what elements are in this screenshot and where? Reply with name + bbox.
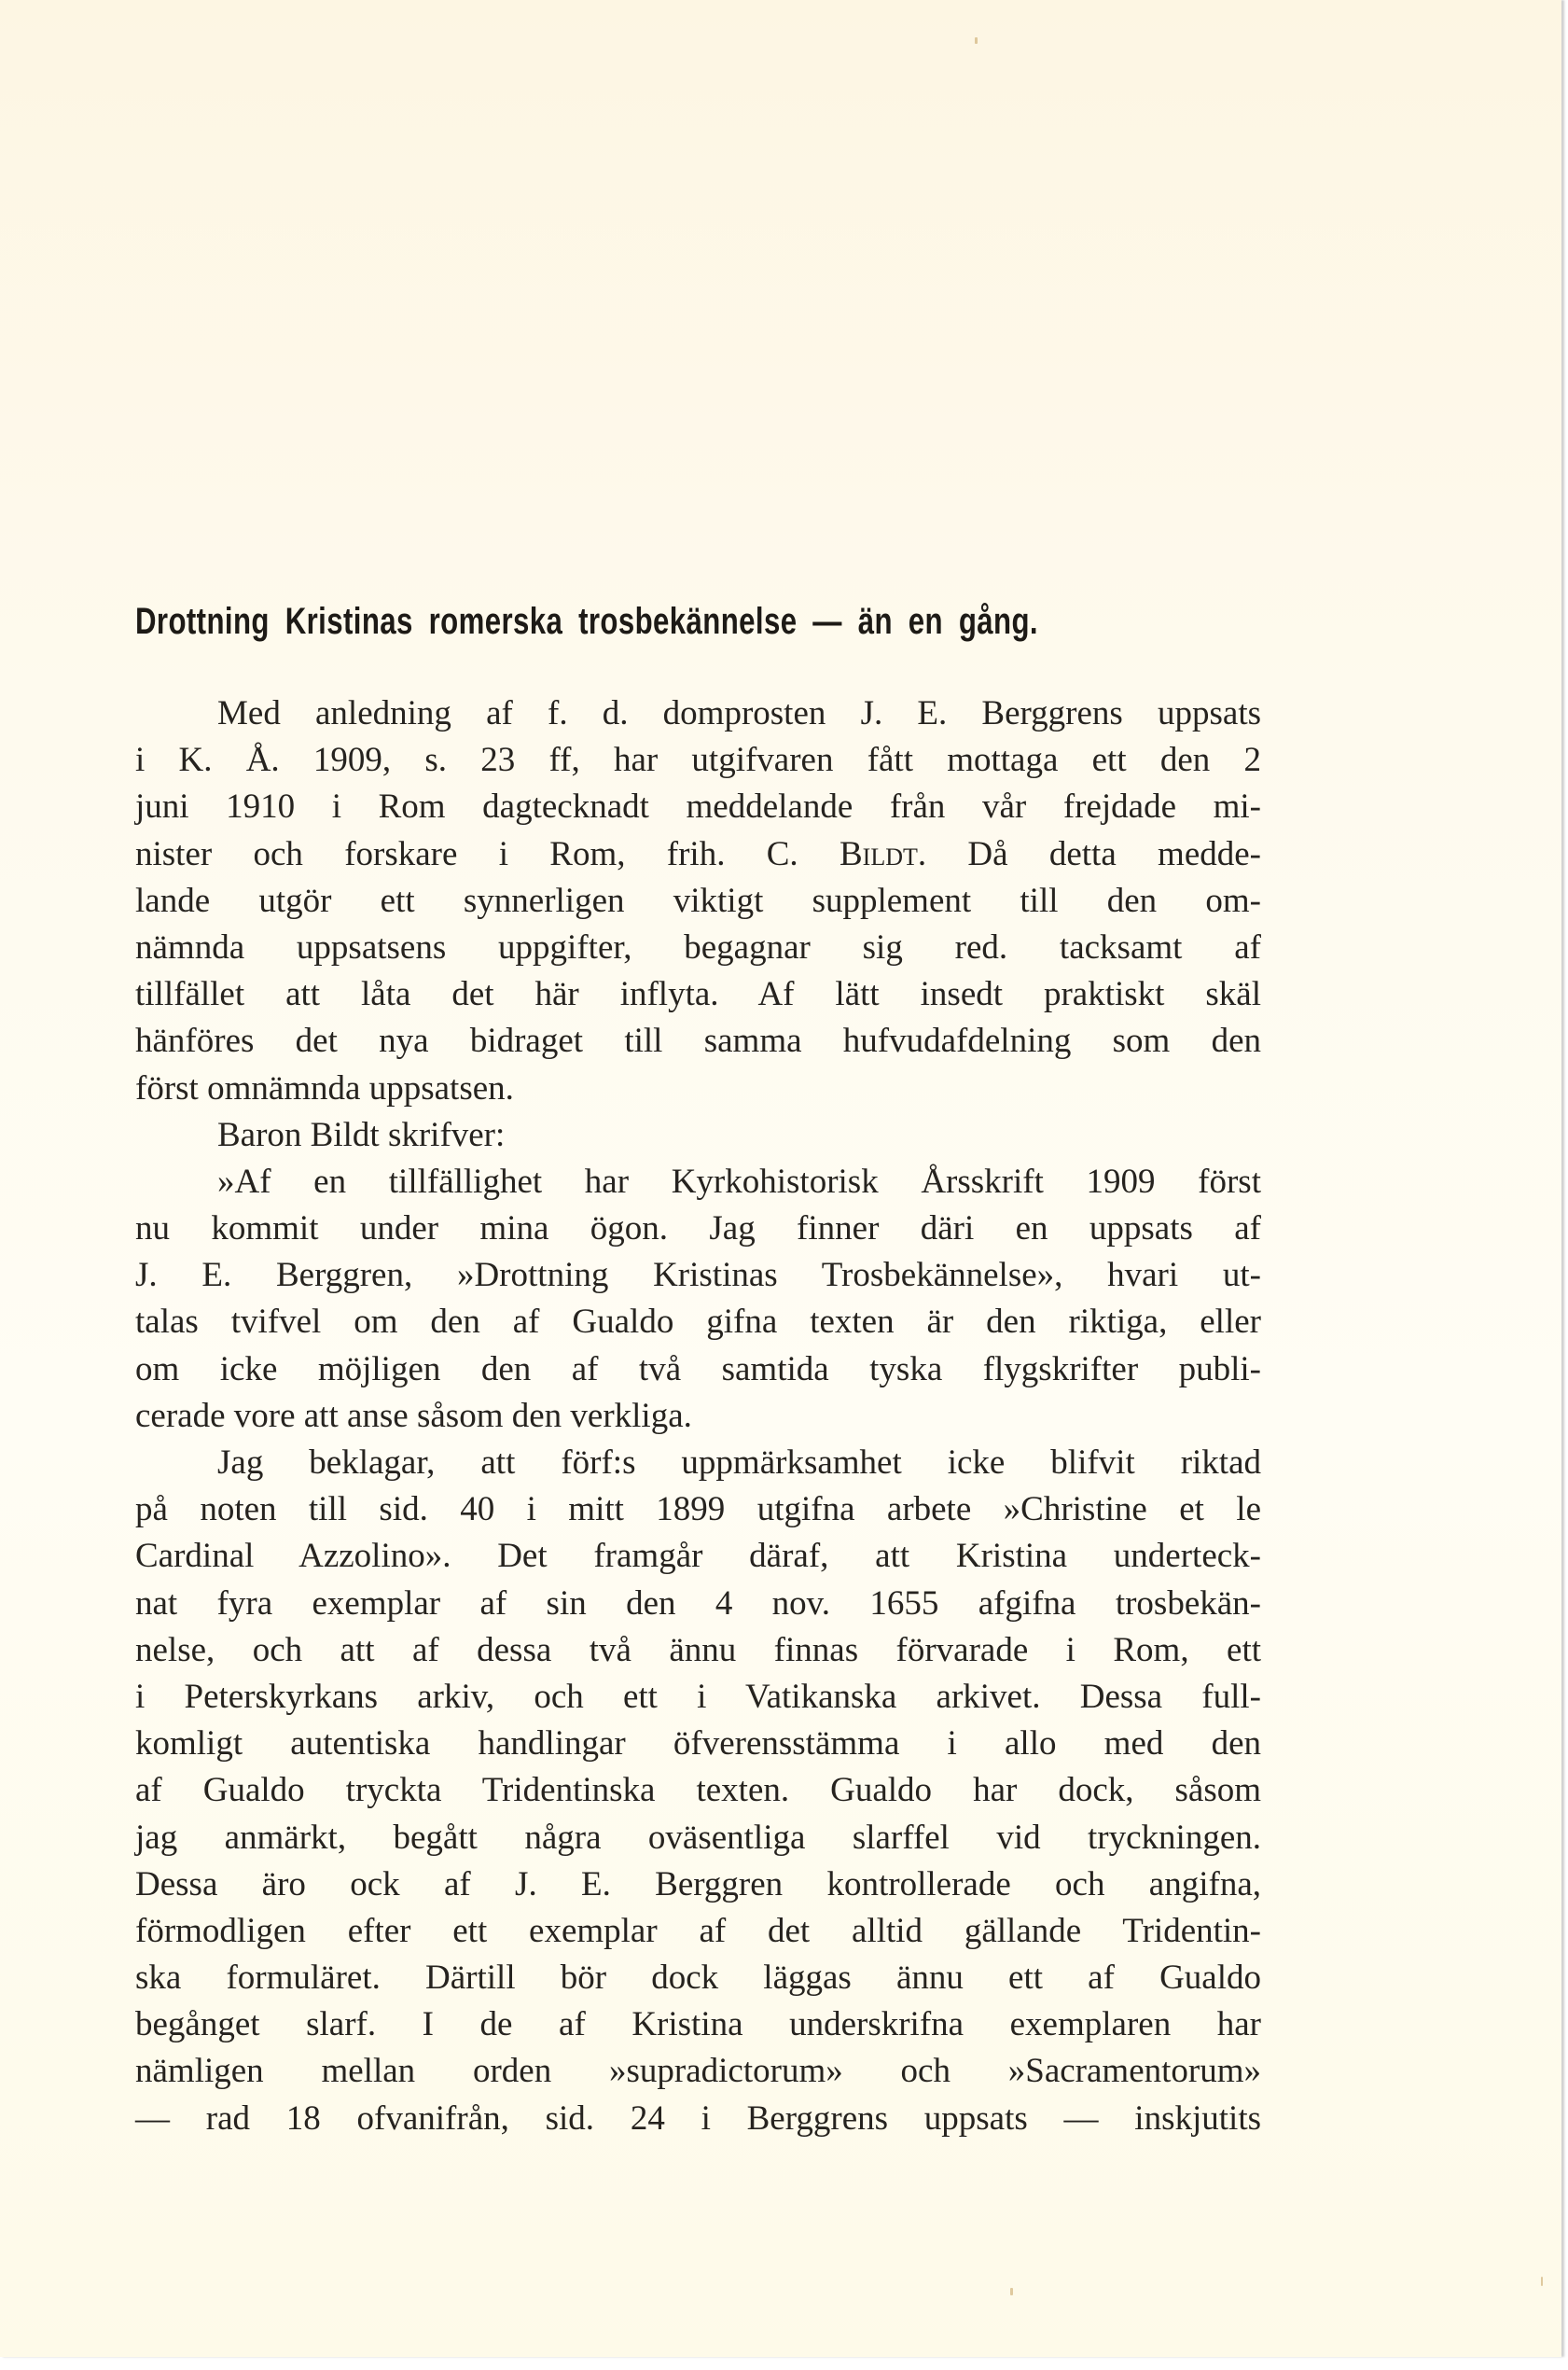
author-name-smallcaps: Bildt [839,834,918,873]
text-line: nelse, och att af dessa två ännu finnas förvarade i Rom, ett [135,1630,1261,1669]
text-line: — rad 18 ofvanifrån, sid. 24 i Berggrens uppsats — inskjutits [135,2098,1261,2138]
text-line: Med anledning af f. d. domprosten J. E. Berggrens uppsats [217,694,1261,732]
text-line: »Af en tillfällighet har Kyrkohistorisk Årsskrift 1909 först [217,1162,1261,1201]
text-line: Jag beklagar, att förf:s uppmärksamhet icke blifvit riktad [217,1443,1261,1482]
text-line: J. E. Berggren, »Drottning Kristinas Trosbekännelse», hvari ut- [135,1256,1261,1295]
text-line: först omnämnda uppsatsen. [135,1068,514,1108]
paragraph-quote-2 [135,1440,1261,2142]
text-line: i K. Å. 1909, s. 23 ff, har utgifvaren fått mottaga ett den 2 [135,741,1261,780]
text-line: ska formuläret. Därtill bör dock läggas ännu ett af Gualdo [135,1959,1261,1998]
text-line-with-smallcaps [135,831,1261,878]
paragraph-baron-intro [135,1112,1261,1159]
article-body [135,690,1261,2142]
text-line: nu kommit under mina ögon. Jag finner däri en uppsats af [135,1209,1261,1248]
text-line: på noten till sid. 40 i mitt 1899 utgifna arbete »Christine et le [135,1490,1261,1529]
text-line: af Gualdo tryckta Tridentinska texten. Gualdo har dock, såsom [135,1771,1261,1810]
text-line: lande utgör ett synnerligen viktigt supplement till den om- [135,881,1261,920]
text-line: förmodligen efter ett exemplar af det alltid gällande Tridentin- [135,1911,1261,1950]
text-line: begånget slarf. I de af Kristina underskrifna exemplaren har [135,2005,1261,2044]
text-line: juni 1910 i Rom dagtecknadt meddelande från vår frejdade mi- [135,788,1261,827]
paper-speck [1010,2288,1013,2295]
text-line: jag anmärkt, begått några oväsentliga slarffel vid tryckningen. [135,1818,1261,1857]
text-line: nat fyra exemplar af sin den 4 nov. 1655 afgifna trosbekän- [135,1583,1261,1623]
paragraph-intro [135,690,1261,1112]
paper-speck [1541,2277,1543,2286]
text-line: om icke möjligen den af två samtida tyska flygskrifter publi- [135,1349,1261,1388]
text-line: nämnda uppsatsens uppgifter, begagnar sig red. tacksamt af [135,927,1261,967]
text-line: komligt autentiska handlingar öfverensstämma i allo med den [135,1724,1261,1764]
text-line: talas tvifvel om den af Gualdo gifna texten är den riktiga, eller [135,1303,1261,1342]
text-line: tillfället att låta det här inflyta. Af lätt insedt praktiskt skäl [135,975,1261,1014]
paper-speck [975,37,978,44]
bildt-line: nister och forskare i Rom, frih. C. Bildt. Då detta medde- [135,834,1261,873]
text-line: Baron Bildt skrifver: [217,1115,506,1154]
text-line: Cardinal Azzolino». Det framgår däraf, att Kristina underteck- [135,1537,1261,1576]
text-line: cerade vore att anse såsom den verkliga. [135,1396,692,1435]
article-heading: Drottning Kristinas romerska trosbekännelse — än en gång. [135,601,1038,642]
text-line: i Peterskyrkans arkiv, och ett i Vatikanska arkivet. Dessa full- [135,1677,1261,1716]
text-line: nämligen mellan orden »supradictorum» och »Sacramentorum» [135,2052,1261,2091]
text-line: Dessa äro ock af J. E. Berggren kontrollerade och angifna, [135,1864,1261,1903]
paragraph-quote-1 [135,1159,1261,1440]
text-line: hänföres det nya bidraget till samma hufvudafdelning som den [135,1022,1261,1061]
